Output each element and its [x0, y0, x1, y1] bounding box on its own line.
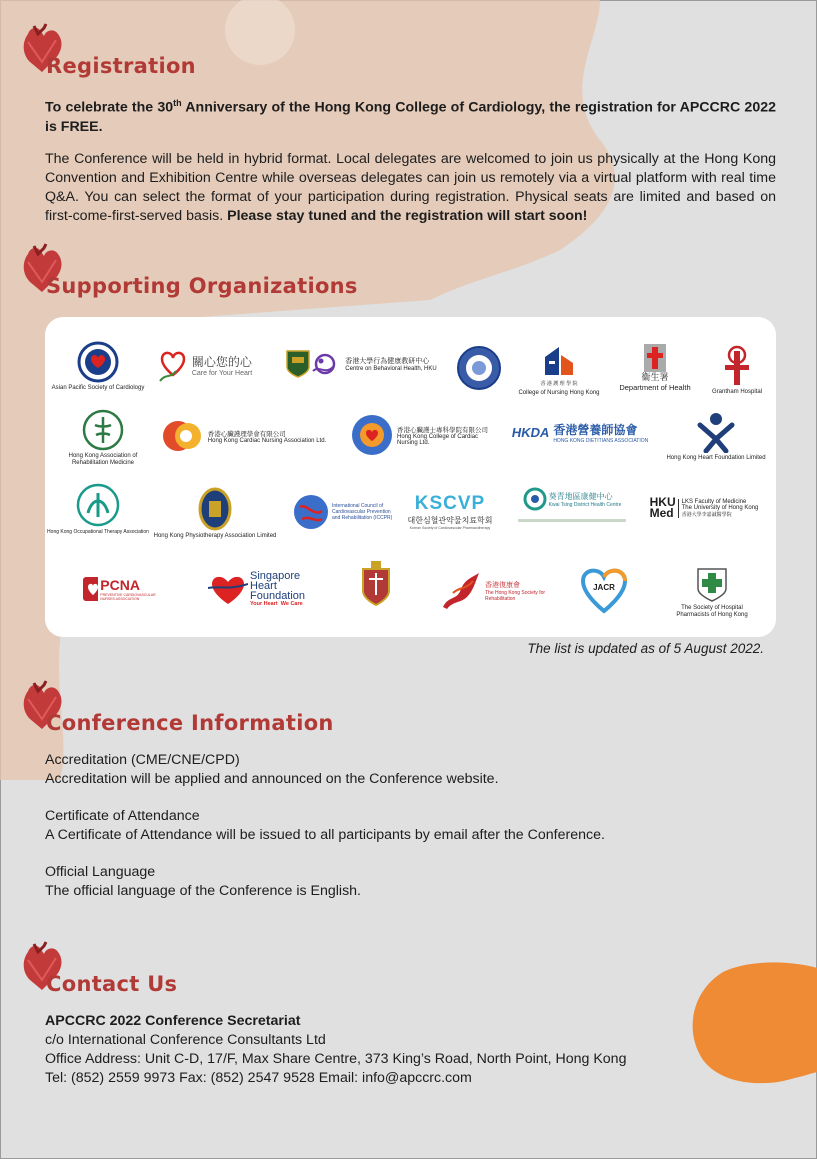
- conference-item-heading: Certificate of Attendance: [45, 808, 200, 824]
- logo-department-of-health: 衞生署 Department of Health: [615, 343, 695, 391]
- contact-address: Office Address: Unit C-D, 17/F, Max Share Centre, 373 King’s Road, North Point, Hong Kong: [45, 1051, 627, 1067]
- round-seal-icon: [456, 345, 502, 391]
- contact-org: APCCRC 2022 Conference Secretariat: [45, 1013, 301, 1029]
- conference-info-list: [45, 751, 776, 901]
- para1-prefix: To celebrate the 30: [45, 99, 174, 116]
- logo-hk-society-rehabilitation: 香港復康會 The Hong Kong Society for Rehabilitation: [437, 571, 555, 611]
- conference-item-certificate: [45, 807, 776, 845]
- pharmacists-cross-icon: [692, 563, 732, 603]
- para2-text: The Conference will be held in hybrid format. Local delegates are welcomed to join us physically at the Hong Kong Convention and Exhibition Centre while overseas delegates can join us remotely via a virtual platform with real time Q&A. You can select the format of your participation during registration. Physical seats are limited and based on first-come-first-served basis.: [45, 151, 776, 224]
- conference-item-language: [45, 863, 776, 901]
- conference-title: Conference Information: [46, 711, 334, 735]
- registration-para-1: [45, 94, 776, 137]
- logo-pcna: PCNA PREVENTIVE CARDIOVASCULAR NURSES ASSOCIATION: [81, 575, 169, 603]
- nursing-building-icon: [539, 345, 579, 379]
- logo-hkpa: Hong Kong Physiotherapy Association Limited: [153, 487, 277, 540]
- logo-hkccn: 香港心臟護士專科學院有限公司 Hong Kong College of Cardiac Nursing Ltd.: [339, 413, 499, 457]
- logo-crest: [351, 559, 401, 616]
- cbh-figure-icon: [311, 351, 343, 377]
- logo-care-for-your-heart: 關心您的心 Care for Your Heart: [149, 345, 259, 385]
- doh-emblem-icon: [643, 343, 667, 373]
- grantham-cross-icon: [720, 343, 754, 387]
- conference-item-heading: Official Language: [45, 864, 156, 880]
- heart-outline-icon: [156, 345, 190, 385]
- logo-hkcna: 香港心臟護理學會有限公司 Hong Kong Cardiac Nursing Association Ltd.: [159, 417, 329, 455]
- pcna-heart-icon: [81, 575, 98, 603]
- logo-singapore-heart-foundation: Singapore Heart Foundation Your Heart We Care: [205, 571, 323, 607]
- supporting-title: Supporting Organizations: [46, 274, 358, 298]
- logo-apsc: Asian Pacific Society of Cardiology: [53, 341, 143, 392]
- apsc-emblem-icon: [77, 341, 119, 383]
- logo-seal: [455, 345, 503, 391]
- iccpr-globe-icon: [292, 493, 330, 531]
- logo-iccpr: International Council of Cardiovascular Prevention and Rehabilitation (ICCPR): [291, 493, 397, 531]
- contact-company: c/o International Conference Consultants Ltd: [45, 1032, 326, 1048]
- conference-item-text: A Certificate of Attendance will be issued to all participants by email after the Conference.: [45, 827, 605, 843]
- hkhf-figure-icon: [696, 411, 736, 453]
- para1-suffix: Anniversary of the Hong Kong College of Cardiology, the registration for APCCRC 2022 is FREE.: [45, 99, 776, 135]
- logo-jacr: JACR: [575, 565, 633, 615]
- list-updated-note: The list is updated as of 5 August 2022.: [527, 641, 764, 656]
- hkcna-heart-icon: [162, 417, 206, 455]
- hku-crest-icon: [285, 349, 311, 379]
- logo-kscvp: KSCVP 대한심혈관약물치료학회 Korean Society of Cardiovascular Pharmacotherapy: [407, 493, 493, 530]
- contact-block: [45, 1012, 776, 1088]
- shf-heart-icon: [208, 572, 248, 606]
- logo-grantham-hospital: Grantham Hospital: [701, 343, 773, 396]
- logo-hkda: HKDA 香港營養師協會 HONG KONG DIETITIANS ASSOCIATION: [510, 423, 649, 444]
- logo-centre-behavioral-health: 香港大學行為健康教研中心 Centre on Behavioral Health, HKU: [275, 349, 447, 379]
- hkarm-emblem-icon: [82, 409, 124, 451]
- heraldic-crest-icon: [359, 559, 393, 607]
- logo-hkhf: Hong Kong Heart Foundation Limited: [665, 411, 767, 462]
- logo-hkarm: Hong Kong Association of Rehabilitation Medicine: [63, 409, 143, 467]
- logo-college-nursing-hk: 香 港 護 理 學 院 College of Nursing Hong Kong: [519, 345, 599, 397]
- hkccn-emblem-icon: [350, 413, 394, 457]
- ktdhc-circle-icon: [523, 487, 547, 511]
- logo-hospital-pharmacists: The Society of Hospital Pharmacists of Hong Kong: [657, 563, 767, 619]
- para2-bold: Please stay tuned and the registration will start soon!: [227, 208, 588, 224]
- logo-hku-med: HKU Med LKS Faculty of Medicine The University of Hong Kong 香港大學李嘉誠醫學院: [649, 495, 759, 520]
- conference-item-heading: Accreditation (CME/CNE/CPD): [45, 752, 240, 768]
- hkpa-crest-icon: [198, 487, 232, 531]
- conference-item-accreditation: [45, 751, 776, 789]
- contact-title: Contact Us: [46, 972, 178, 996]
- rehab-phoenix-icon: [439, 571, 483, 611]
- logos-panel: [45, 317, 776, 637]
- para1-sup: th: [173, 98, 182, 108]
- registration-title: Registration: [46, 54, 196, 78]
- logo-hkota: Hong Kong Occupational Therapy Association: [55, 483, 141, 536]
- conference-item-text: The official language of the Conference is English.: [45, 883, 362, 899]
- hkota-emblem-icon: [76, 483, 120, 527]
- conference-item-text: Accreditation will be applied and announced on the Conference website.: [45, 771, 499, 787]
- contact-phone-email: Tel: (852) 2559 9973 Fax: (852) 2547 9528 Email: info@apccrc.com: [45, 1070, 472, 1086]
- registration-para-2: [45, 150, 776, 226]
- logo-ktdhc: 葵青地區康健中心 Kwai Tsing District Health Centre: [515, 487, 629, 522]
